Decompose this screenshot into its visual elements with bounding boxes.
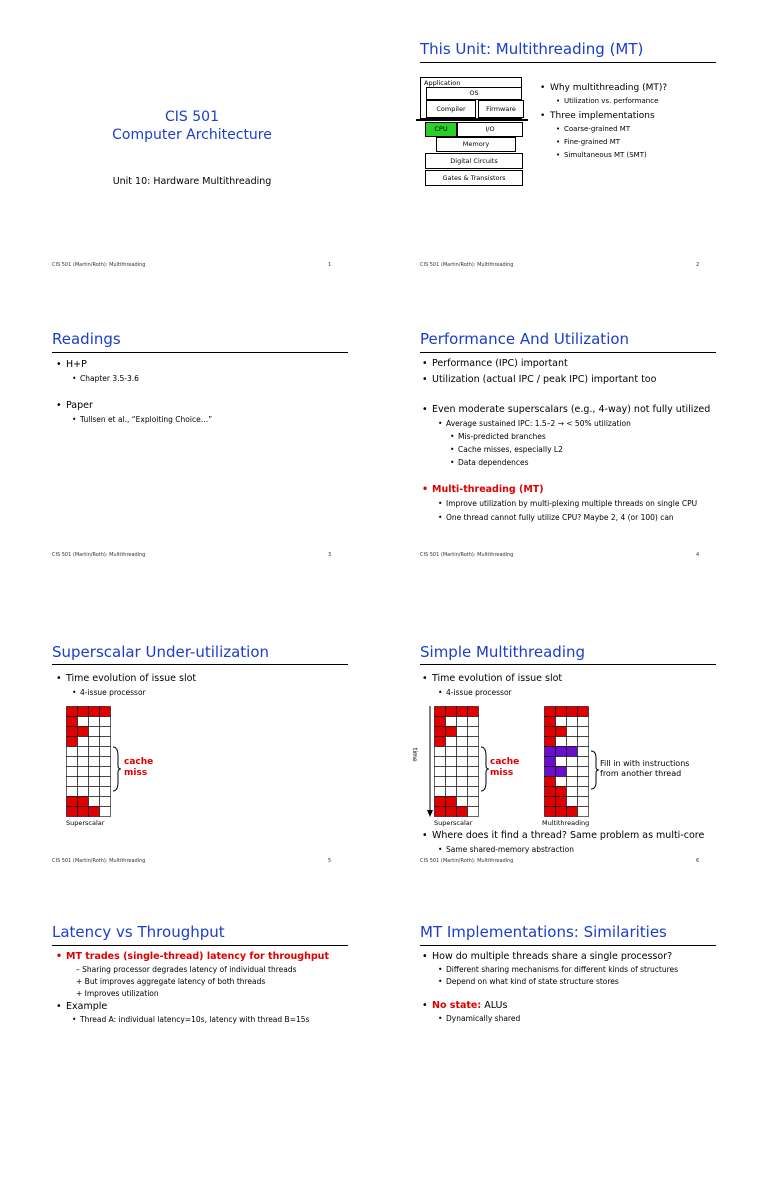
sub-point: + Improves utilization [76, 989, 159, 998]
issue-slot-cell [556, 777, 567, 787]
slide-title: MT Implementations: Similarities [420, 923, 667, 941]
sub-bullet: • Coarse-grained MT [564, 125, 630, 133]
issue-slot-cell [435, 717, 446, 727]
issue-slot-cell [545, 737, 556, 747]
sub-bullet: • Dynamically shared [446, 1014, 520, 1023]
issue-slot-cell [435, 737, 446, 747]
sub-bullet: • Utilization vs. performance [564, 97, 658, 105]
issue-slot-cell [468, 757, 479, 767]
bullet: • Performance (IPC) important [432, 358, 568, 369]
sub-bullet: • Fine-grained MT [564, 138, 620, 146]
issue-slot-cell [435, 747, 446, 757]
time-axis-label: time [411, 748, 418, 762]
stack-gates: Gates & Transistors [425, 170, 523, 186]
issue-slot-cell [67, 807, 78, 817]
issue-slot-cell [78, 787, 89, 797]
issue-slot-cell [89, 747, 100, 757]
issue-slot-cell [89, 787, 100, 797]
issue-slot-cell [435, 767, 446, 777]
bullet: • Paper [66, 400, 93, 411]
issue-slot-cell [89, 777, 100, 787]
issue-slot-cell [100, 787, 111, 797]
issue-slot-cell [578, 807, 589, 817]
sub-bullet: • Thread A: individual latency=10s, latency with thread B=15s [80, 1015, 309, 1024]
slide-title: Simple Multithreading [420, 643, 586, 661]
title-rule [52, 945, 348, 946]
issue-slot-cell [578, 767, 589, 777]
issue-slot-cell [578, 777, 589, 787]
issue-slot-cell [468, 737, 479, 747]
issue-slot-cell [556, 807, 567, 817]
issue-slot-cell [457, 757, 468, 767]
slide-8 [368, 898, 752, 1188]
issue-slot-cell [578, 737, 589, 747]
issue-slot-cell [435, 707, 446, 717]
issue-slot-cell [556, 707, 567, 717]
sub-bullet: • Same shared-memory abstraction [446, 845, 574, 854]
bullet: • Three implementations [550, 111, 655, 121]
superscalar-label: Superscalar [434, 819, 473, 827]
issue-slot-cell [89, 707, 100, 717]
issue-slot-cell [567, 707, 578, 717]
issue-slot-cell [89, 807, 100, 817]
sub-bullet: • Tullsen et al., “Exploiting Choice…” [80, 415, 212, 424]
slide-footer: CIS 501 (Martin/Roth): Multithreading [52, 262, 146, 268]
slide-title: Latency vs Throughput [52, 923, 225, 941]
issue-slot-cell [435, 797, 446, 807]
issue-slot-cell [457, 747, 468, 757]
issue-slot-cell [567, 797, 578, 807]
issue-slot-cell [78, 717, 89, 727]
issue-slot-cell [446, 787, 457, 797]
issue-slot-cell [100, 707, 111, 717]
cache-label: cache [124, 757, 154, 767]
cache-label: cache [490, 757, 520, 767]
issue-slot-cell [468, 797, 479, 807]
slide-title: Readings [52, 330, 121, 348]
page-number: 2 [696, 262, 700, 268]
issue-slot-cell [446, 747, 457, 757]
course-subtitle: Computer Architecture [112, 127, 272, 143]
issue-slot-cell [567, 737, 578, 747]
issue-slot-cell [545, 807, 556, 817]
issue-slot-cell [446, 777, 457, 787]
issue-slot-cell [578, 757, 589, 767]
issue-slot-cell [567, 747, 578, 757]
issue-slot-cell [556, 727, 567, 737]
issue-slot-cell [468, 717, 479, 727]
slide-footer: CIS 501 (Martin/Roth): Multithreading [52, 552, 146, 558]
alus-label: ALUs [481, 1000, 508, 1011]
issue-slot-cell [446, 727, 457, 737]
issue-slot-cell [468, 807, 479, 817]
bullet: • Why multithreading (MT)? [550, 83, 667, 93]
issue-slot-cell [446, 737, 457, 747]
issue-slot-cell [100, 797, 111, 807]
stack-application: Application [420, 77, 522, 119]
issue-slot-cell [457, 707, 468, 717]
issue-slot-cell [578, 747, 589, 757]
issue-slot-cell [567, 717, 578, 727]
bullet-highlight: • Multi-threading (MT) [432, 484, 544, 495]
issue-slot-cell [556, 737, 567, 747]
issue-slot-cell [468, 747, 479, 757]
issue-slot-cell [545, 727, 556, 737]
issue-slot-cell [468, 777, 479, 787]
superscalar-label: Superscalar [66, 819, 105, 827]
issue-slot-cell [578, 707, 589, 717]
bullet: • Utilization (actual IPC / peak IPC) important too [432, 374, 656, 385]
issue-slot-cell [545, 757, 556, 767]
issue-slot-cell [567, 767, 578, 777]
stack-compiler: Compiler [426, 100, 476, 118]
bullet-highlight: • MT trades (single-thread) latency for throughput [66, 951, 329, 962]
issue-slot-cell [556, 757, 567, 767]
issue-slot-cell [446, 807, 457, 817]
sub-bullet: • 4-issue processor [80, 688, 146, 697]
bullet: • Time evolution of issue slot [432, 673, 562, 684]
slide-6 [368, 608, 752, 898]
sub-bullet: • Simultaneous MT (SMT) [564, 151, 647, 159]
stack-firmware: Firmware [478, 100, 524, 118]
issue-slot-cell [578, 727, 589, 737]
issue-slot-cell [78, 757, 89, 767]
bullet: • Example [66, 1001, 107, 1012]
sub-bullet: • 4-issue processor [446, 688, 512, 697]
issue-slot-cell [100, 747, 111, 757]
issue-slot-cell [567, 757, 578, 767]
superscalar-issue-grid [434, 706, 480, 818]
slide-title: This Unit: Multithreading (MT) [420, 40, 644, 58]
sub-bullet: • Different sharing mechanisms for different kinds of structures [446, 965, 678, 974]
course-title: CIS 501 [165, 109, 219, 125]
page-number: 5 [328, 858, 332, 864]
stack-os: OS [426, 87, 522, 100]
issue-slot-cell [457, 777, 468, 787]
issue-slot-cell [545, 717, 556, 727]
sub-bullet: • Depend on what kind of state structure stores [446, 977, 619, 986]
issue-slot-cell [468, 707, 479, 717]
cache-miss-brace [112, 746, 122, 792]
issue-slot-cell [435, 807, 446, 817]
fill-in-text-line-1: Fill in with instructions [600, 759, 690, 768]
issue-slot-cell [100, 757, 111, 767]
no-state-label: No state: [432, 1000, 482, 1011]
stack-io: I/O [457, 122, 523, 137]
issue-slot-cell [89, 757, 100, 767]
issue-slot-cell [67, 797, 78, 807]
issue-slot-cell [78, 707, 89, 717]
slide-footer: CIS 501 (Martin/Roth): Multithreading [420, 858, 514, 864]
issue-slot-cell [89, 737, 100, 747]
stack-cpu: CPU [425, 122, 457, 137]
issue-slot-cell [545, 767, 556, 777]
issue-slot-cell [545, 777, 556, 787]
issue-slot-cell [457, 767, 468, 777]
slide-footer: CIS 501 (Martin/Roth): Multithreading [52, 858, 146, 864]
issue-slot-cell [457, 717, 468, 727]
cache-miss-brace [480, 746, 490, 792]
issue-slot-cell [67, 747, 78, 757]
fill-in-text-line-2: from another thread [600, 769, 682, 778]
issue-slot-cell [435, 787, 446, 797]
slide-1 [0, 0, 384, 290]
multithreading-issue-grid [544, 706, 590, 818]
issue-slot-cell [78, 747, 89, 757]
unit-title: Unit 10: Hardware Multithreading [112, 176, 272, 187]
stack-memory: Memory [436, 137, 516, 152]
issue-slot-cell [100, 737, 111, 747]
stack-digital-circuits: Digital Circuits [425, 153, 523, 169]
issue-slot-cell [567, 727, 578, 737]
issue-slot-cell [457, 807, 468, 817]
bullet [432, 1000, 507, 1011]
issue-slot-cell [89, 727, 100, 737]
issue-slot-cell [67, 767, 78, 777]
issue-slot-cell [578, 717, 589, 727]
bullet: • Even moderate superscalars (e.g., 4-way) not fully utilized [432, 404, 710, 415]
title-rule [420, 62, 716, 63]
issue-slot-cell [446, 707, 457, 717]
issue-slot-cell [457, 727, 468, 737]
sub-point: + But improves aggregate latency of both threads [76, 977, 266, 986]
issue-slot-cell [89, 797, 100, 807]
issue-slot-cell [100, 807, 111, 817]
issue-slot-cell [578, 787, 589, 797]
issue-slot-cell [556, 767, 567, 777]
issue-slot-cell [545, 747, 556, 757]
stack-divider [416, 119, 528, 121]
sub-bullet: • Chapter 3.5-3.6 [80, 374, 139, 383]
issue-slot-cell [468, 787, 479, 797]
issue-slot-cell [67, 787, 78, 797]
sub-bullet: • One thread cannot fully utilize CPU? Maybe 2, 4 (or 100) can [446, 513, 674, 522]
title-rule [420, 352, 716, 353]
page-number: 4 [696, 552, 700, 558]
slide-footer: CIS 501 (Martin/Roth): Multithreading [420, 552, 514, 558]
title-rule [52, 352, 348, 353]
slide-footer: CIS 501 (Martin/Roth): Multithreading [420, 262, 514, 268]
issue-slot-cell [556, 797, 567, 807]
issue-slot-cell [578, 797, 589, 807]
issue-slot-cell [78, 737, 89, 747]
issue-slot-cell [468, 727, 479, 737]
multithreading-label: Multithreading [542, 819, 590, 827]
sub-sub-bullet: • Cache misses, especially L2 [458, 445, 563, 454]
sub-point: – Sharing processor degrades latency of individual threads [76, 965, 297, 974]
sub-sub-bullet: • Mis-predicted branches [458, 432, 546, 441]
issue-slot-cell [446, 767, 457, 777]
title-rule [420, 945, 716, 946]
issue-slot-cell [78, 767, 89, 777]
issue-slot-cell [567, 807, 578, 817]
slide-2 [368, 0, 752, 290]
issue-slot-cell [457, 737, 468, 747]
page-number: 1 [328, 262, 332, 268]
slide-4 [368, 290, 752, 580]
miss-label: miss [490, 768, 514, 778]
page-number: 3 [328, 552, 332, 558]
issue-slot-cell [78, 777, 89, 787]
issue-slot-cell [556, 787, 567, 797]
issue-slot-cell [100, 777, 111, 787]
bullet: • Where does it find a thread? Same problem as multi-core [432, 830, 704, 841]
issue-slot-cell [435, 757, 446, 767]
issue-slot-cell [67, 737, 78, 747]
issue-slot-cell [567, 787, 578, 797]
fill-in-brace [590, 750, 600, 790]
issue-slot-cell [78, 797, 89, 807]
issue-slot-cell [457, 787, 468, 797]
bullet: • How do multiple threads share a single processor? [432, 951, 672, 962]
title-rule [420, 664, 716, 665]
issue-slot-cell [100, 767, 111, 777]
bullet: • H+P [66, 359, 87, 370]
issue-slot-cell [446, 797, 457, 807]
issue-slot-cell [545, 707, 556, 717]
issue-slot-cell [89, 767, 100, 777]
issue-slot-cell [567, 777, 578, 787]
time-axis-arrow [426, 706, 434, 818]
issue-slot-cell [435, 727, 446, 737]
sub-sub-bullet: • Data dependences [458, 458, 529, 467]
superscalar-issue-grid [66, 706, 112, 818]
slide-title: Superscalar Under-utilization [52, 643, 270, 661]
page-number: 6 [696, 858, 700, 864]
issue-slot-cell [67, 727, 78, 737]
sub-bullet: • Average sustained IPC: 1.5–2 → < 50% utilization [446, 419, 631, 428]
issue-slot-cell [457, 797, 468, 807]
issue-slot-cell [67, 757, 78, 767]
miss-label: miss [124, 768, 148, 778]
slide-title: Performance And Utilization [420, 330, 630, 348]
issue-slot-cell [446, 757, 457, 767]
issue-slot-cell [468, 767, 479, 777]
issue-slot-cell [545, 797, 556, 807]
issue-slot-cell [435, 777, 446, 787]
issue-slot-cell [78, 727, 89, 737]
issue-slot-cell [89, 717, 100, 727]
slide-5 [0, 608, 384, 898]
slide-7 [0, 898, 384, 1188]
issue-slot-cell [78, 807, 89, 817]
slide-3 [0, 290, 384, 580]
issue-slot-cell [67, 717, 78, 727]
sub-bullet: • Improve utilization by multi-plexing multiple threads on single CPU [446, 499, 697, 508]
issue-slot-cell [67, 777, 78, 787]
issue-slot-cell [556, 747, 567, 757]
issue-slot-cell [556, 717, 567, 727]
bullet: • Time evolution of issue slot [66, 673, 196, 684]
title-rule [52, 664, 348, 665]
issue-slot-cell [446, 717, 457, 727]
issue-slot-cell [545, 787, 556, 797]
issue-slot-cell [100, 717, 111, 727]
issue-slot-cell [67, 707, 78, 717]
issue-slot-cell [100, 727, 111, 737]
